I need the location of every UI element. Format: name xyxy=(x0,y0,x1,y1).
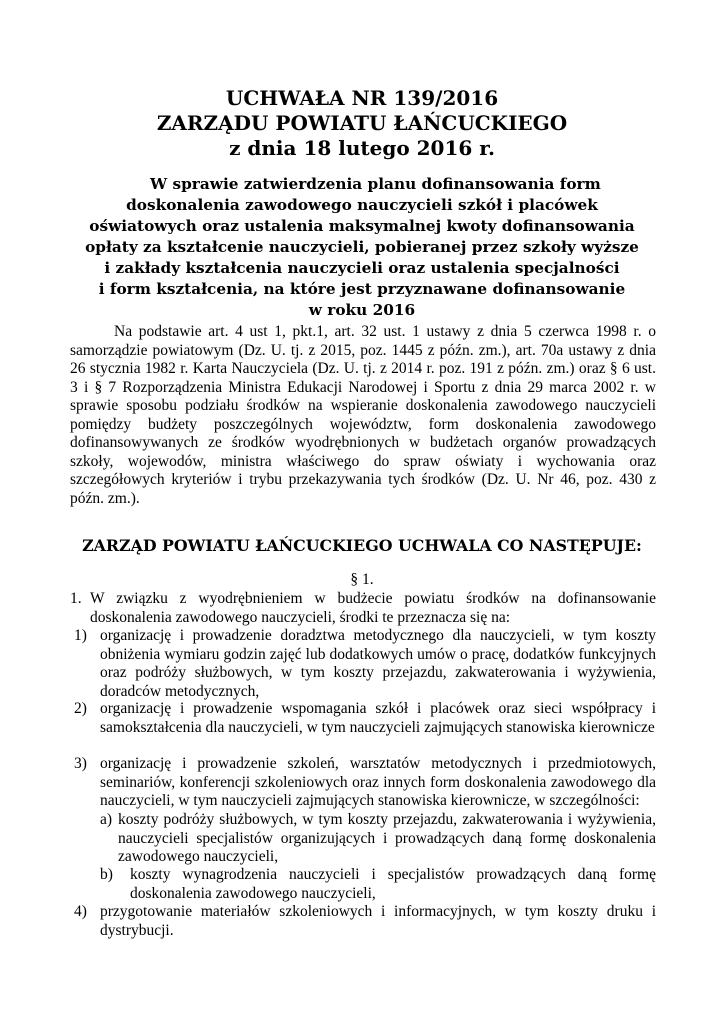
sub-list-item-text: koszty podróży służbowych, w tym koszty przejazdu, zakwaterowania i wyżywienia, nauczycieli specjalistów organizujących i prowadzących daną formę doskonalenia zawodowego nauczycieli, xyxy=(118,811,656,865)
resolution-heading: ZARZĄD POWIATU ŁAŃCUCKIEGO UCHWALA CO NASTĘPUJE: xyxy=(82,536,642,555)
list-item-text: przygotowanie materiałów szkoleniowych i informacyjnych, w tym koszty druku i dystrybucji. xyxy=(100,903,656,939)
sub-list-item-label: a) xyxy=(100,811,113,828)
list-item-number: 2) xyxy=(74,700,87,717)
section-1-label: § 1. xyxy=(350,571,374,588)
sub-list-item-text: koszty wynagrodzenia nauczycieli i specjalistów prowadzących daną formę doskonalenia zawodowego nauczycieli, xyxy=(130,866,656,902)
subject-line: i zakłady kształcenia nauczycieli oraz ustalenia specjalności xyxy=(104,259,620,277)
list-item-number: 1) xyxy=(74,627,87,644)
document-title-number: UCHWAŁA NR 139/2016 xyxy=(225,86,499,110)
subject-line: opłaty za kształcenie nauczycieli, pobieranej przez szkoły wyższe xyxy=(85,238,639,256)
sub-list-item-label: b) xyxy=(100,866,113,883)
subject-line: W sprawie zatwierdzenia planu dofinansowania form xyxy=(150,175,601,193)
subject-line: i form kształcenia, na które jest przyznawane dofinansowanie xyxy=(98,280,626,298)
sub-list-item xyxy=(100,866,660,906)
section-point xyxy=(70,590,660,630)
list-item-text: organizację i prowadzenie doradztwa metodycznego dla nauczycieli, w tym koszty obniżenia wymiaru godzin zajęć lub dodatkowych umów o pracę, dodatków funkcyjnych oraz podróży służbowych, w tym koszty przejazdu, zakwaterowania i wyżywienia, doradców metodycznych, xyxy=(100,627,656,700)
section-point-text: W związku z wyodrębnieniem w budżecie powiatu środków na dofinansowanie doskonalenia zawodowego nauczycieli, środki te przeznacza się na: xyxy=(90,590,656,626)
section-point-number: 1. xyxy=(70,590,82,607)
document-title-date: z dnia 18 lutego 2016 r. xyxy=(229,136,495,160)
subject-line: oświatowych oraz ustalenia maksymalnej kwoty dofinansowania xyxy=(89,217,635,235)
legal-basis-paragraph: Na podstawie art. 4 ust 1, pkt.1, art. 32 ust. 1 ustawy z dnia 5 czerwca 1998 r. o samorządzie powiatowym (Dz. U. tj. z 2015, poz. 1445 z późn. zm.), art. 70a ustawy z dnia 26 stycznia 1982 r. Karta Nauczyciela (Dz. U. tj. z 2014 r. poz. 191 z późn. zm.) oraz § 6 ust. 3 i § 7 Rozporządzenia Ministra Edukacji Narodowej i Sportu z dnia 29 marca 2002 r. w sprawie sposobu podziału środków na wspieranie doskonalenia zawodowego nauczycieli pomiędzy budżety poszczególnych województw, form doskonalenia zawodowego dofinansowywanych ze środków wyodrębnionych w budżetach organów prowadzących szkoły, wojewodów, ministra właściwego do spraw oświaty i wychowania oraz szczegółowych kryteriów i trybu przekazywania tych środków (Dz. U. Nr 46, poz. 430 z późn. zm.). xyxy=(70,323,656,507)
subject-line: doskonalenia zawodowego nauczycieli szkół i placówek xyxy=(126,196,598,214)
list-item-text: organizację i prowadzenie wspomagania szkół i placówek oraz sieci współpracy i samokształcenia dla nauczycieli, w tym nauczycieli zajmujących stanowiska kierownicze xyxy=(100,700,656,736)
list-item xyxy=(74,627,660,703)
sub-list-item xyxy=(100,811,660,869)
subject-line: w roku 2016 xyxy=(308,301,416,319)
list-item-number: 3) xyxy=(74,755,87,772)
list-item xyxy=(74,700,660,758)
list-item xyxy=(74,903,660,943)
list-item-number: 4) xyxy=(74,903,87,920)
document-title-issuer: ZARZĄDU POWIATU ŁAŃCUCKIEGO xyxy=(156,111,568,135)
list-item-text: organizację i prowadzenie szkoleń, warsztatów metodycznych i przedmiotowych, seminariów, konferencji szkoleniowych oraz innych form doskonalenia zawodowego dla nauczycieli, w tym nauczycieli zajmujących stanowiska kierownicze, w szczególności: xyxy=(100,755,656,809)
